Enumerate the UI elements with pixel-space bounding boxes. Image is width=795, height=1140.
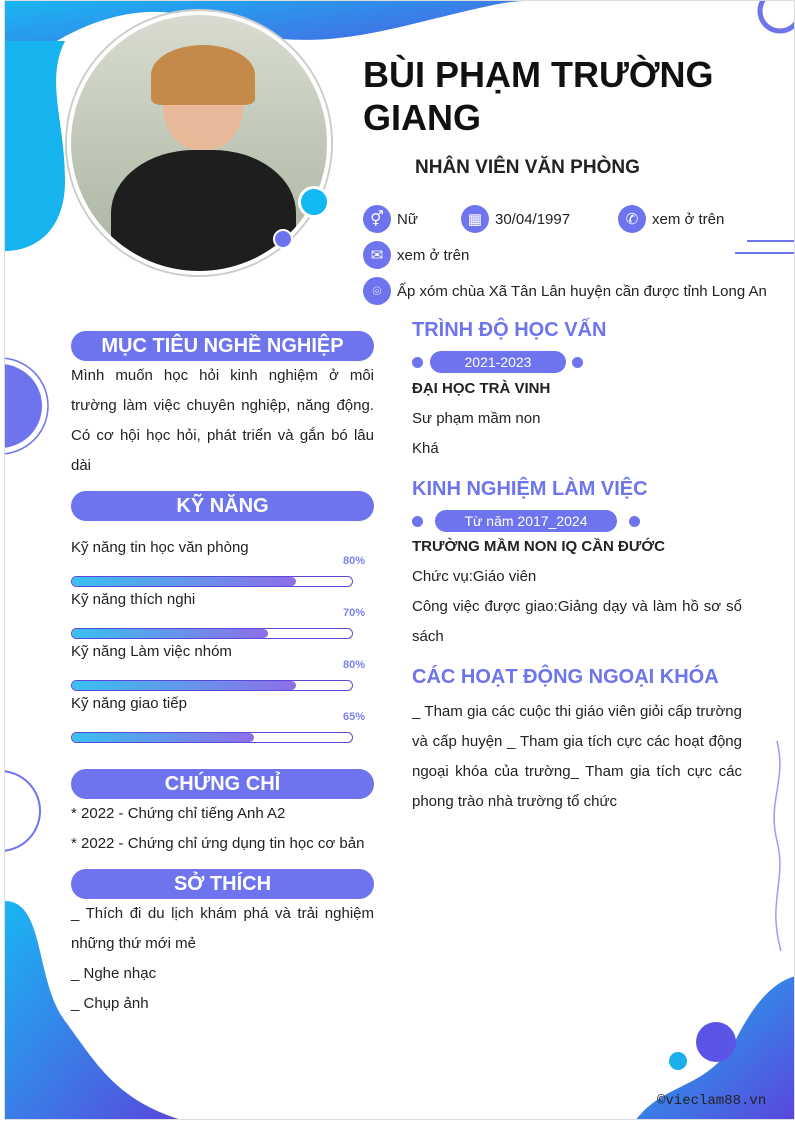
phone-info xyxy=(618,205,724,233)
watermark: ©vieclam88.vn xyxy=(657,1093,767,1109)
skill-bar-fill xyxy=(72,681,296,690)
mail-icon: ✉ xyxy=(363,241,391,269)
address-info xyxy=(363,277,767,305)
timeline-dot xyxy=(572,357,583,368)
experience-heading: KINH NGHIỆM LÀM VIỆC xyxy=(412,478,648,500)
grade: Khá xyxy=(412,440,439,457)
hobby-item: _ Thích đi du lịch khám phá và trải nghiệm những thứ mới mẻ xyxy=(71,905,374,952)
skill-bar xyxy=(71,680,353,691)
gender-text: Nữ xyxy=(397,210,418,228)
skill-bar xyxy=(71,732,353,743)
objective-text: Mình muốn học hỏi kinh nghiệm ở môi trường làm việc chuyên nghiệp, năng động. Có cơ hội học hỏi, phát triển và gắn bó lâu dài xyxy=(71,367,374,474)
hobbies-heading: SỞ THÍCH xyxy=(71,869,374,899)
activities-heading: CÁC HOẠT ĐỘNG NGOẠI KHÓA xyxy=(412,666,719,688)
phone-icon: ✆ xyxy=(618,205,646,233)
duties: Công việc được giao:Giảng dạy và làm hồ sơ sổ sách xyxy=(412,598,742,645)
skill-name: Kỹ năng Làm việc nhóm xyxy=(71,643,232,660)
skill-percent: 70% xyxy=(342,607,365,619)
birthday-info xyxy=(461,205,570,233)
skill-bar-fill xyxy=(72,733,254,742)
skill-name: Kỹ năng tin học văn phòng xyxy=(71,539,249,556)
timeline-dot xyxy=(412,357,423,368)
skill-percent: 65% xyxy=(342,711,365,723)
hobby-item: _ Nghe nhạc xyxy=(71,965,157,982)
gender-info xyxy=(363,205,418,233)
experience-period: Từ năm 2017_2024 xyxy=(435,510,617,532)
address-text: Ấp xóm chùa Xã Tân Lân huyện cần được tỉnh Long An xyxy=(397,282,767,300)
skill-name: Kỹ năng thích nghi xyxy=(71,591,196,608)
job-title: NHÂN VIÊN VĂN PHÒNG xyxy=(415,157,640,178)
hobby-item: _ Chụp ảnh xyxy=(71,995,149,1012)
objective-heading: MỤC TIÊU NGHỀ NGHIỆP xyxy=(71,331,374,361)
decorative-dot xyxy=(298,186,330,218)
school-name: ĐẠI HỌC TRÀ VINH xyxy=(412,380,551,397)
certificates-heading: CHỨNG CHỈ xyxy=(71,769,374,799)
education-period: 2021-2023 xyxy=(430,351,566,373)
calendar-icon: ▦ xyxy=(461,205,489,233)
certificate-item: * 2022 - Chứng chỉ ứng dụng tin học cơ bản xyxy=(71,835,365,852)
gender-icon: ⚥ xyxy=(363,205,391,233)
location-pin-icon: ⌾ xyxy=(363,277,391,305)
skills-heading: KỸ NĂNG xyxy=(71,491,374,521)
decorative-dot xyxy=(273,229,293,249)
timeline-dot xyxy=(412,516,423,527)
skill-bar-fill xyxy=(72,629,268,638)
phone-text: xem ở trên xyxy=(652,210,725,228)
email-text: xem ở trên xyxy=(397,246,470,264)
major: Sư phạm mầm non xyxy=(412,410,541,427)
email-info xyxy=(363,241,469,269)
cv-page xyxy=(4,0,795,1120)
skill-bar-fill xyxy=(72,577,296,586)
skill-name: Kỹ năng giao tiếp xyxy=(71,695,187,712)
skill-bar xyxy=(71,628,353,639)
company-name: TRƯỜNG MẦM NON IQ CẦN ĐƯỚC xyxy=(412,538,665,555)
certificate-item: * 2022 - Chứng chỉ tiếng Anh A2 xyxy=(71,805,286,822)
skill-percent: 80% xyxy=(342,659,365,671)
full-name: BÙI PHẠM TRƯỜNG GIANG xyxy=(363,54,714,139)
birthday-text: 30/04/1997 xyxy=(495,210,571,228)
activities-text: _ Tham gia các cuộc thi giáo viên giỏi cấp trường và cấp huyện _ Tham gia tích cực các hoạt động ngoại khóa của trường_ Tham gia tích cực các phong trào nhà trường tổ chức xyxy=(412,703,742,810)
education-heading: TRÌNH ĐỘ HỌC VẤN xyxy=(412,319,607,341)
skill-bar xyxy=(71,576,353,587)
skill-percent: 80% xyxy=(342,555,365,567)
timeline-dot xyxy=(629,516,640,527)
position: Chức vụ:Giáo viên xyxy=(412,568,537,585)
